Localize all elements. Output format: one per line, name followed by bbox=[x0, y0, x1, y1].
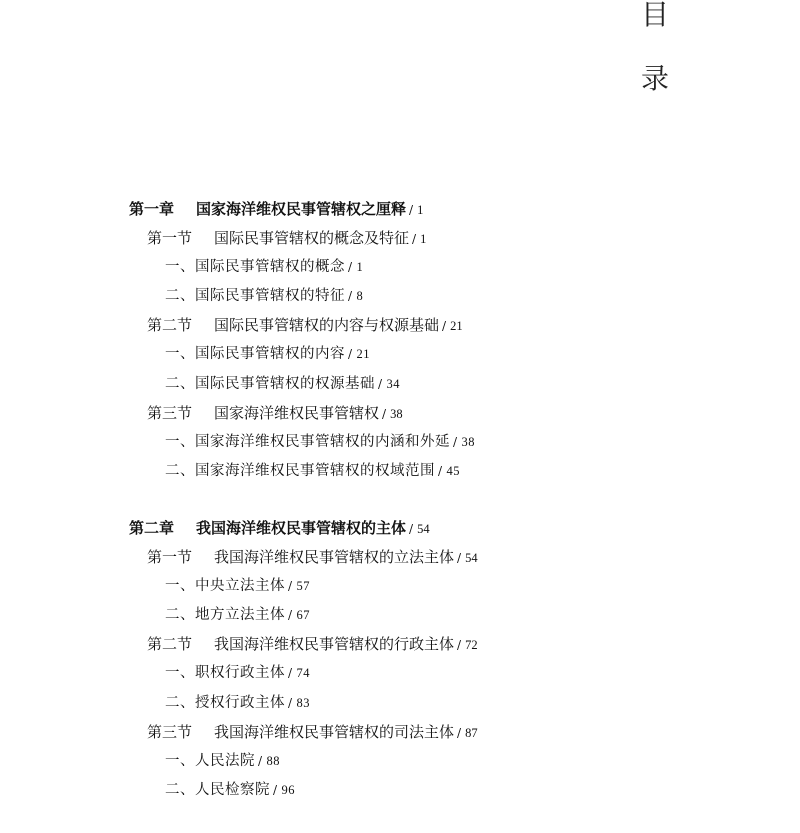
item-title: 一、人民法院 bbox=[165, 752, 255, 769]
item-title: 二、授权行政主体 bbox=[165, 694, 285, 711]
toc-chapter-entry[interactable] bbox=[0, 514, 800, 543]
section-number: 第一节 bbox=[147, 548, 193, 567]
item-title: 二、地方立法主体 bbox=[165, 607, 285, 624]
page-separator: / bbox=[438, 463, 443, 478]
page-number: 96 bbox=[281, 782, 296, 797]
section-title: 国家海洋维权民事管辖权 bbox=[214, 403, 380, 422]
chapter-number: 第二章 bbox=[129, 518, 175, 537]
toc-section-entry[interactable] bbox=[0, 311, 800, 340]
page-number: 1 bbox=[356, 260, 364, 275]
toc-item-entry[interactable] bbox=[0, 457, 800, 486]
page-separator: / bbox=[453, 434, 458, 449]
item-title: 二、国际民事管辖权的特征 bbox=[165, 288, 345, 305]
page-separator: / bbox=[273, 782, 278, 797]
section-title: 国际民事管辖权的概念及特征 bbox=[214, 229, 410, 248]
toc-item-entry[interactable] bbox=[0, 572, 800, 601]
page-number: 74 bbox=[296, 666, 311, 681]
page-number: 54 bbox=[417, 521, 430, 536]
section-title: 我国海洋维权民事管辖权的司法主体 bbox=[214, 722, 455, 741]
toc-section-entry[interactable] bbox=[0, 718, 800, 747]
section-number: 第三节 bbox=[147, 722, 193, 741]
section-title: 我国海洋维权民事管辖权的行政主体 bbox=[214, 635, 455, 654]
page-separator: / bbox=[378, 376, 383, 391]
toc-section-entry[interactable] bbox=[0, 630, 800, 659]
page-separator: / bbox=[288, 695, 293, 710]
page-separator: / bbox=[457, 725, 462, 740]
page-number: 72 bbox=[465, 638, 478, 653]
chapter-title: 我国海洋维权民事管辖权的主体 bbox=[196, 518, 407, 537]
page-number: 21 bbox=[356, 347, 371, 362]
toc-heading-char-2: 录 bbox=[641, 62, 670, 95]
page-number: 54 bbox=[465, 551, 478, 566]
section-title: 国际民事管辖权的内容与权源基础 bbox=[214, 316, 440, 335]
page-separator: / bbox=[288, 608, 293, 623]
toc-chapter-1 bbox=[0, 195, 800, 486]
page-number: 45 bbox=[446, 463, 461, 478]
toc-item-entry[interactable] bbox=[0, 776, 800, 805]
page-number: 88 bbox=[266, 753, 281, 768]
page-separator: / bbox=[382, 406, 387, 421]
item-title: 一、中央立法主体 bbox=[165, 578, 285, 595]
page-separator: / bbox=[409, 521, 414, 536]
page-number: 21 bbox=[450, 319, 463, 334]
toc-heading-char-1: 目 bbox=[641, 0, 670, 31]
page-number: 83 bbox=[296, 695, 311, 710]
toc-item-entry[interactable] bbox=[0, 601, 800, 630]
section-number: 第三节 bbox=[147, 403, 193, 422]
item-title: 一、职权行政主体 bbox=[165, 665, 285, 682]
page-separator: / bbox=[348, 347, 353, 362]
page-separator: / bbox=[348, 289, 353, 304]
page-number: 38 bbox=[461, 434, 476, 449]
page-number: 1 bbox=[417, 203, 424, 217]
toc-item-entry[interactable] bbox=[0, 370, 800, 399]
toc-item-entry[interactable] bbox=[0, 340, 800, 369]
item-title: 二、国家海洋维权民事管辖权的权域范围 bbox=[165, 462, 435, 479]
toc-section-entry[interactable] bbox=[0, 543, 800, 572]
page-number: 87 bbox=[465, 725, 478, 740]
toc-item-entry[interactable] bbox=[0, 659, 800, 688]
section-title: 我国海洋维权民事管辖权的立法主体 bbox=[214, 548, 455, 567]
section-number: 第一节 bbox=[147, 229, 193, 248]
page-number: 8 bbox=[356, 289, 364, 304]
page-separator: / bbox=[409, 203, 414, 217]
section-number: 第二节 bbox=[147, 316, 193, 335]
toc-section-entry[interactable] bbox=[0, 224, 800, 253]
toc-chapter-2 bbox=[0, 514, 800, 805]
item-title: 二、国际民事管辖权的权源基础 bbox=[165, 375, 375, 392]
page-separator: / bbox=[258, 753, 263, 768]
toc-chapter-entry[interactable] bbox=[0, 195, 800, 224]
page-separator: / bbox=[348, 260, 353, 275]
page-separator: / bbox=[412, 232, 417, 247]
page-separator: / bbox=[288, 666, 293, 681]
page-number: 38 bbox=[390, 406, 403, 421]
section-number: 第二节 bbox=[147, 635, 193, 654]
page-separator: / bbox=[288, 579, 293, 594]
toc-item-entry[interactable] bbox=[0, 428, 800, 457]
toc-item-entry[interactable] bbox=[0, 282, 800, 311]
table-of-contents bbox=[0, 195, 800, 833]
item-title: 一、国际民事管辖权的内容 bbox=[165, 346, 345, 363]
page-separator: / bbox=[457, 638, 462, 653]
item-title: 二、人民检察院 bbox=[165, 781, 270, 798]
page-number: 67 bbox=[296, 608, 311, 623]
page-number: 34 bbox=[386, 376, 401, 391]
page-number: 57 bbox=[296, 579, 311, 594]
page-number: 1 bbox=[420, 232, 427, 247]
chapter-number: 第一章 bbox=[129, 200, 175, 218]
item-title: 一、国家海洋维权民事管辖权的内涵和外延 bbox=[165, 433, 450, 450]
toc-section-entry[interactable] bbox=[0, 399, 800, 428]
toc-item-entry[interactable] bbox=[0, 253, 800, 282]
toc-item-entry[interactable] bbox=[0, 747, 800, 776]
page-separator: / bbox=[457, 551, 462, 566]
toc-item-entry[interactable] bbox=[0, 689, 800, 718]
page-separator: / bbox=[442, 319, 447, 334]
item-title: 一、国际民事管辖权的概念 bbox=[165, 259, 345, 276]
chapter-title: 国家海洋维权民事管辖权之厘释 bbox=[196, 200, 407, 218]
